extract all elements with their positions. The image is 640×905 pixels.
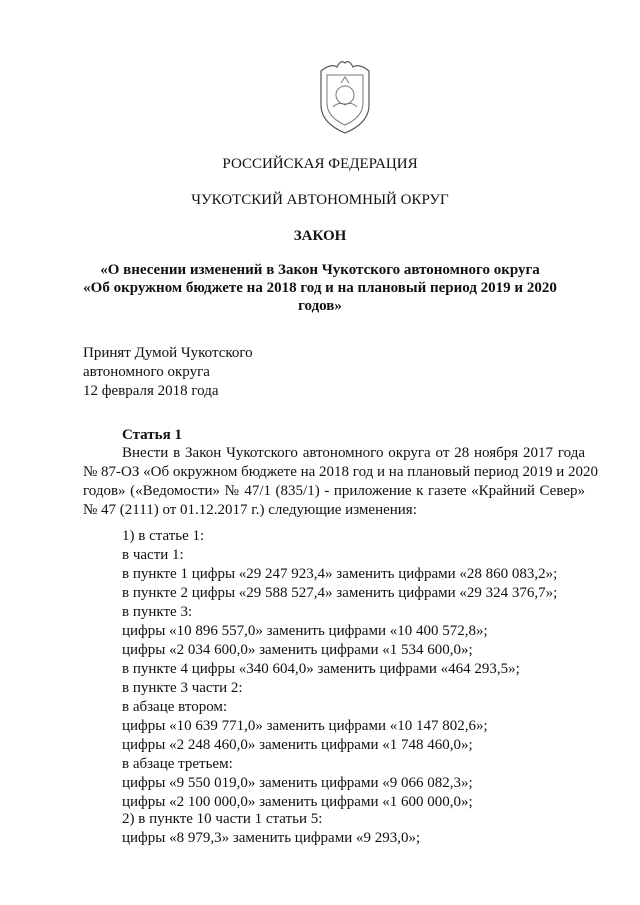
country-name: РОССИЙСКАЯ ФЕДЕРАЦИЯ — [222, 156, 418, 172]
amendment-line: цифры «2 034 600,0» заменить цифрами «1 534 600,0»; — [122, 642, 473, 658]
adoption-line: 12 февраля 2018 года — [83, 383, 219, 399]
amendment-2 — [122, 810, 420, 848]
amendment-line: в пункте 2 цифры «29 588 527,4» заменить цифрами «29 324 376,7»; — [122, 585, 558, 601]
amendment-line: в пункте 3 части 2: — [122, 680, 243, 696]
intro-line: годов» («Ведомости» № 47/1 (835/1) - приложение к газете «Крайний Север» — [83, 483, 585, 499]
intro-line: Внести в Закон Чукотского автономного округа от 28 ноября 2017 года — [122, 445, 585, 461]
adoption-info — [83, 344, 253, 401]
amendment-line: 2) в пункте 10 части 1 статьи 5: — [122, 811, 323, 827]
amendment-1 — [122, 527, 557, 812]
region-name: ЧУКОТСКИЙ АВТОНОМНЫЙ ОКРУГ — [191, 192, 449, 208]
amendment-line: в части 1: — [122, 547, 184, 563]
law-title-line: «О внесении изменений в Закон Чукотского автономного округа — [100, 262, 540, 278]
amendment-line: цифры «10 896 557,0» заменить цифрами «10 400 572,8»; — [122, 623, 488, 639]
article-intro — [83, 444, 599, 520]
amendment-line: в абзаце втором: — [122, 699, 228, 715]
intro-line: № 47 (2111) от 01.12.2017 г.) следующие изменения: — [83, 502, 417, 518]
article-title: Статья 1 — [122, 427, 182, 443]
law-title-line: годов» — [298, 298, 342, 314]
amendment-line: в пункте 3: — [122, 604, 193, 620]
amendment-line: в пункте 4 цифры «340 604,0» заменить цифрами «464 293,5»; — [122, 661, 520, 677]
amendment-line: 1) в статье 1: — [122, 528, 205, 544]
amendment-line: цифры «9 550 019,0» заменить цифрами «9 066 082,3»; — [122, 775, 473, 791]
amendment-line: цифры «8 979,3» заменить цифрами «9 293,0»; — [122, 830, 421, 846]
adoption-line: автономного округа — [83, 364, 210, 380]
adoption-line: Принят Думой Чукотского — [83, 345, 253, 361]
law-title-line: «Об окружном бюджете на 2018 год и на плановый период 2019 и 2020 — [83, 280, 557, 296]
document-type: ЗАКОН — [293, 228, 347, 244]
amendment-line: в пункте 1 цифры «29 247 923,4» заменить цифрами «28 860 083,2»; — [122, 566, 558, 582]
amendment-line: цифры «2 248 460,0» заменить цифрами «1 748 460,0»; — [122, 737, 473, 753]
amendment-line: цифры «10 639 771,0» заменить цифрами «10 147 802,6»; — [122, 718, 488, 734]
coat-of-arms-icon — [313, 57, 377, 135]
amendment-line: цифры «2 100 000,0» заменить цифрами «1 600 000,0»; — [122, 794, 473, 810]
amendment-line: в абзаце третьем: — [122, 756, 233, 772]
intro-line: № 87-ОЗ «Об окружном бюджете на 2018 год и на плановый период 2019 и 2020 — [83, 464, 599, 480]
